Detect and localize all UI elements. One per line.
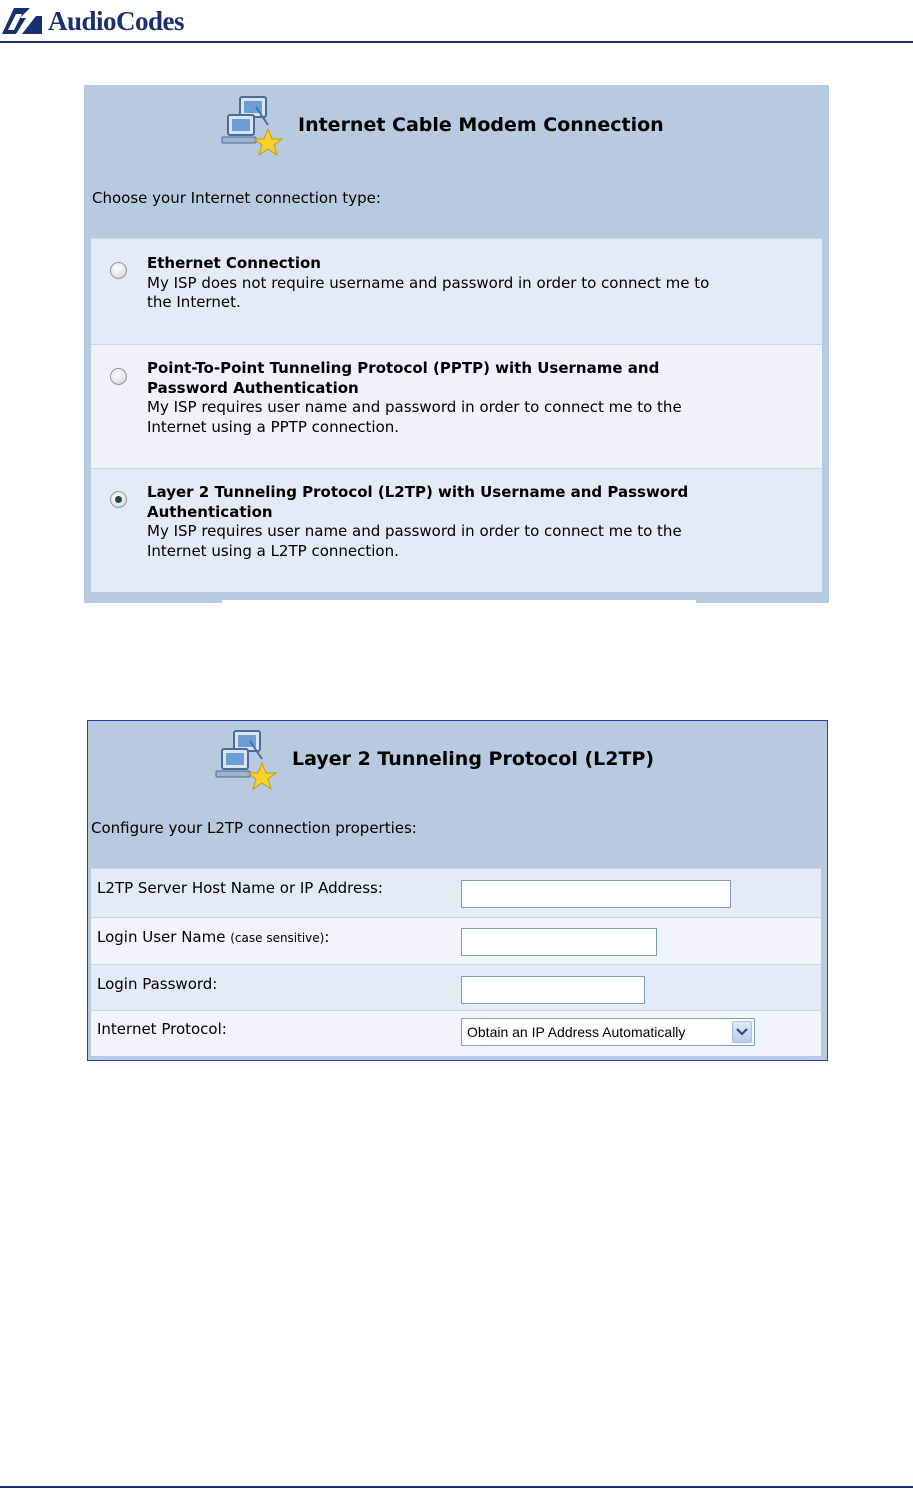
chevron-down-icon[interactable] xyxy=(732,1021,752,1043)
audiocodes-logo xyxy=(0,4,184,38)
option-l2tp-title-2: Authentication xyxy=(147,502,273,521)
protocol-select[interactable] xyxy=(461,1018,755,1046)
option-ethernet-desc-1: My ISP does not require username and password in order to connect me to xyxy=(147,273,710,292)
option-pptp[interactable] xyxy=(91,344,822,468)
protocol-label: Internet Protocol: xyxy=(97,1020,227,1038)
option-l2tp[interactable] xyxy=(91,468,822,592)
protocol-select-value: Obtain an IP Address Automatically xyxy=(467,1024,686,1040)
user-label-suffix: : xyxy=(324,928,330,946)
password-label: Login Password: xyxy=(97,975,218,993)
option-pptp-title-2: Password Authentication xyxy=(147,378,359,397)
option-l2tp-text xyxy=(147,483,812,561)
option-pptp-text xyxy=(147,359,812,437)
protocol-row xyxy=(91,1010,821,1056)
username-input[interactable] xyxy=(461,928,657,956)
user-label xyxy=(97,928,329,946)
brand-name: AudioCodes xyxy=(48,6,185,36)
user-label-note: (case sensitive) xyxy=(230,931,325,945)
password-input[interactable] xyxy=(461,976,645,1004)
option-ethernet-desc-2: the Internet. xyxy=(147,293,241,311)
option-ethernet[interactable] xyxy=(91,238,822,344)
radio-l2tp[interactable] xyxy=(110,491,127,508)
server-row xyxy=(91,868,821,917)
network-wizard-icon xyxy=(214,725,284,793)
option-ethernet-text xyxy=(147,254,812,313)
radio-pptp[interactable] xyxy=(110,368,127,385)
connection-type-panel xyxy=(84,85,829,603)
panel1-intro: Choose your Internet connection type: xyxy=(92,189,381,207)
panel1-header xyxy=(220,91,664,159)
panel2-header xyxy=(214,725,654,793)
password-row xyxy=(91,964,821,1010)
audiocodes-logo-mark-icon xyxy=(0,4,44,38)
l2tp-settings-panel xyxy=(87,720,828,1061)
server-input[interactable] xyxy=(461,880,731,908)
option-l2tp-desc-2: Internet using a L2TP connection. xyxy=(147,541,399,560)
network-wizard-icon xyxy=(220,91,290,159)
server-label: L2TP Server Host Name or IP Address: xyxy=(97,879,383,897)
cropped-button-strip xyxy=(222,600,696,603)
radio-ethernet[interactable] xyxy=(110,262,127,279)
option-pptp-desc-1: My ISP requires user name and password in order to connect me to the xyxy=(147,398,682,416)
option-pptp-title-1: Point-To-Point Tunneling Protocol (PPTP) with Username and xyxy=(147,359,660,377)
option-ethernet-title: Ethernet Connection xyxy=(147,254,321,272)
page-header xyxy=(0,0,913,46)
option-l2tp-desc-1: My ISP requires user name and password in order to connect me to the xyxy=(147,522,682,540)
panel2-intro: Configure your L2TP connection properties: xyxy=(91,819,417,837)
user-row xyxy=(91,917,821,964)
user-label-text: Login User Name xyxy=(97,928,226,946)
panel1-title: Internet Cable Modem Connection xyxy=(298,114,664,136)
panel2-title: Layer 2 Tunneling Protocol (L2TP) xyxy=(292,748,655,770)
footer-rule xyxy=(0,1486,913,1488)
option-l2tp-title-1: Layer 2 Tunneling Protocol (L2TP) with Username and Password xyxy=(147,483,689,501)
header-rule xyxy=(0,41,913,43)
option-pptp-desc-2: Internet using a PPTP connection. xyxy=(147,417,400,436)
